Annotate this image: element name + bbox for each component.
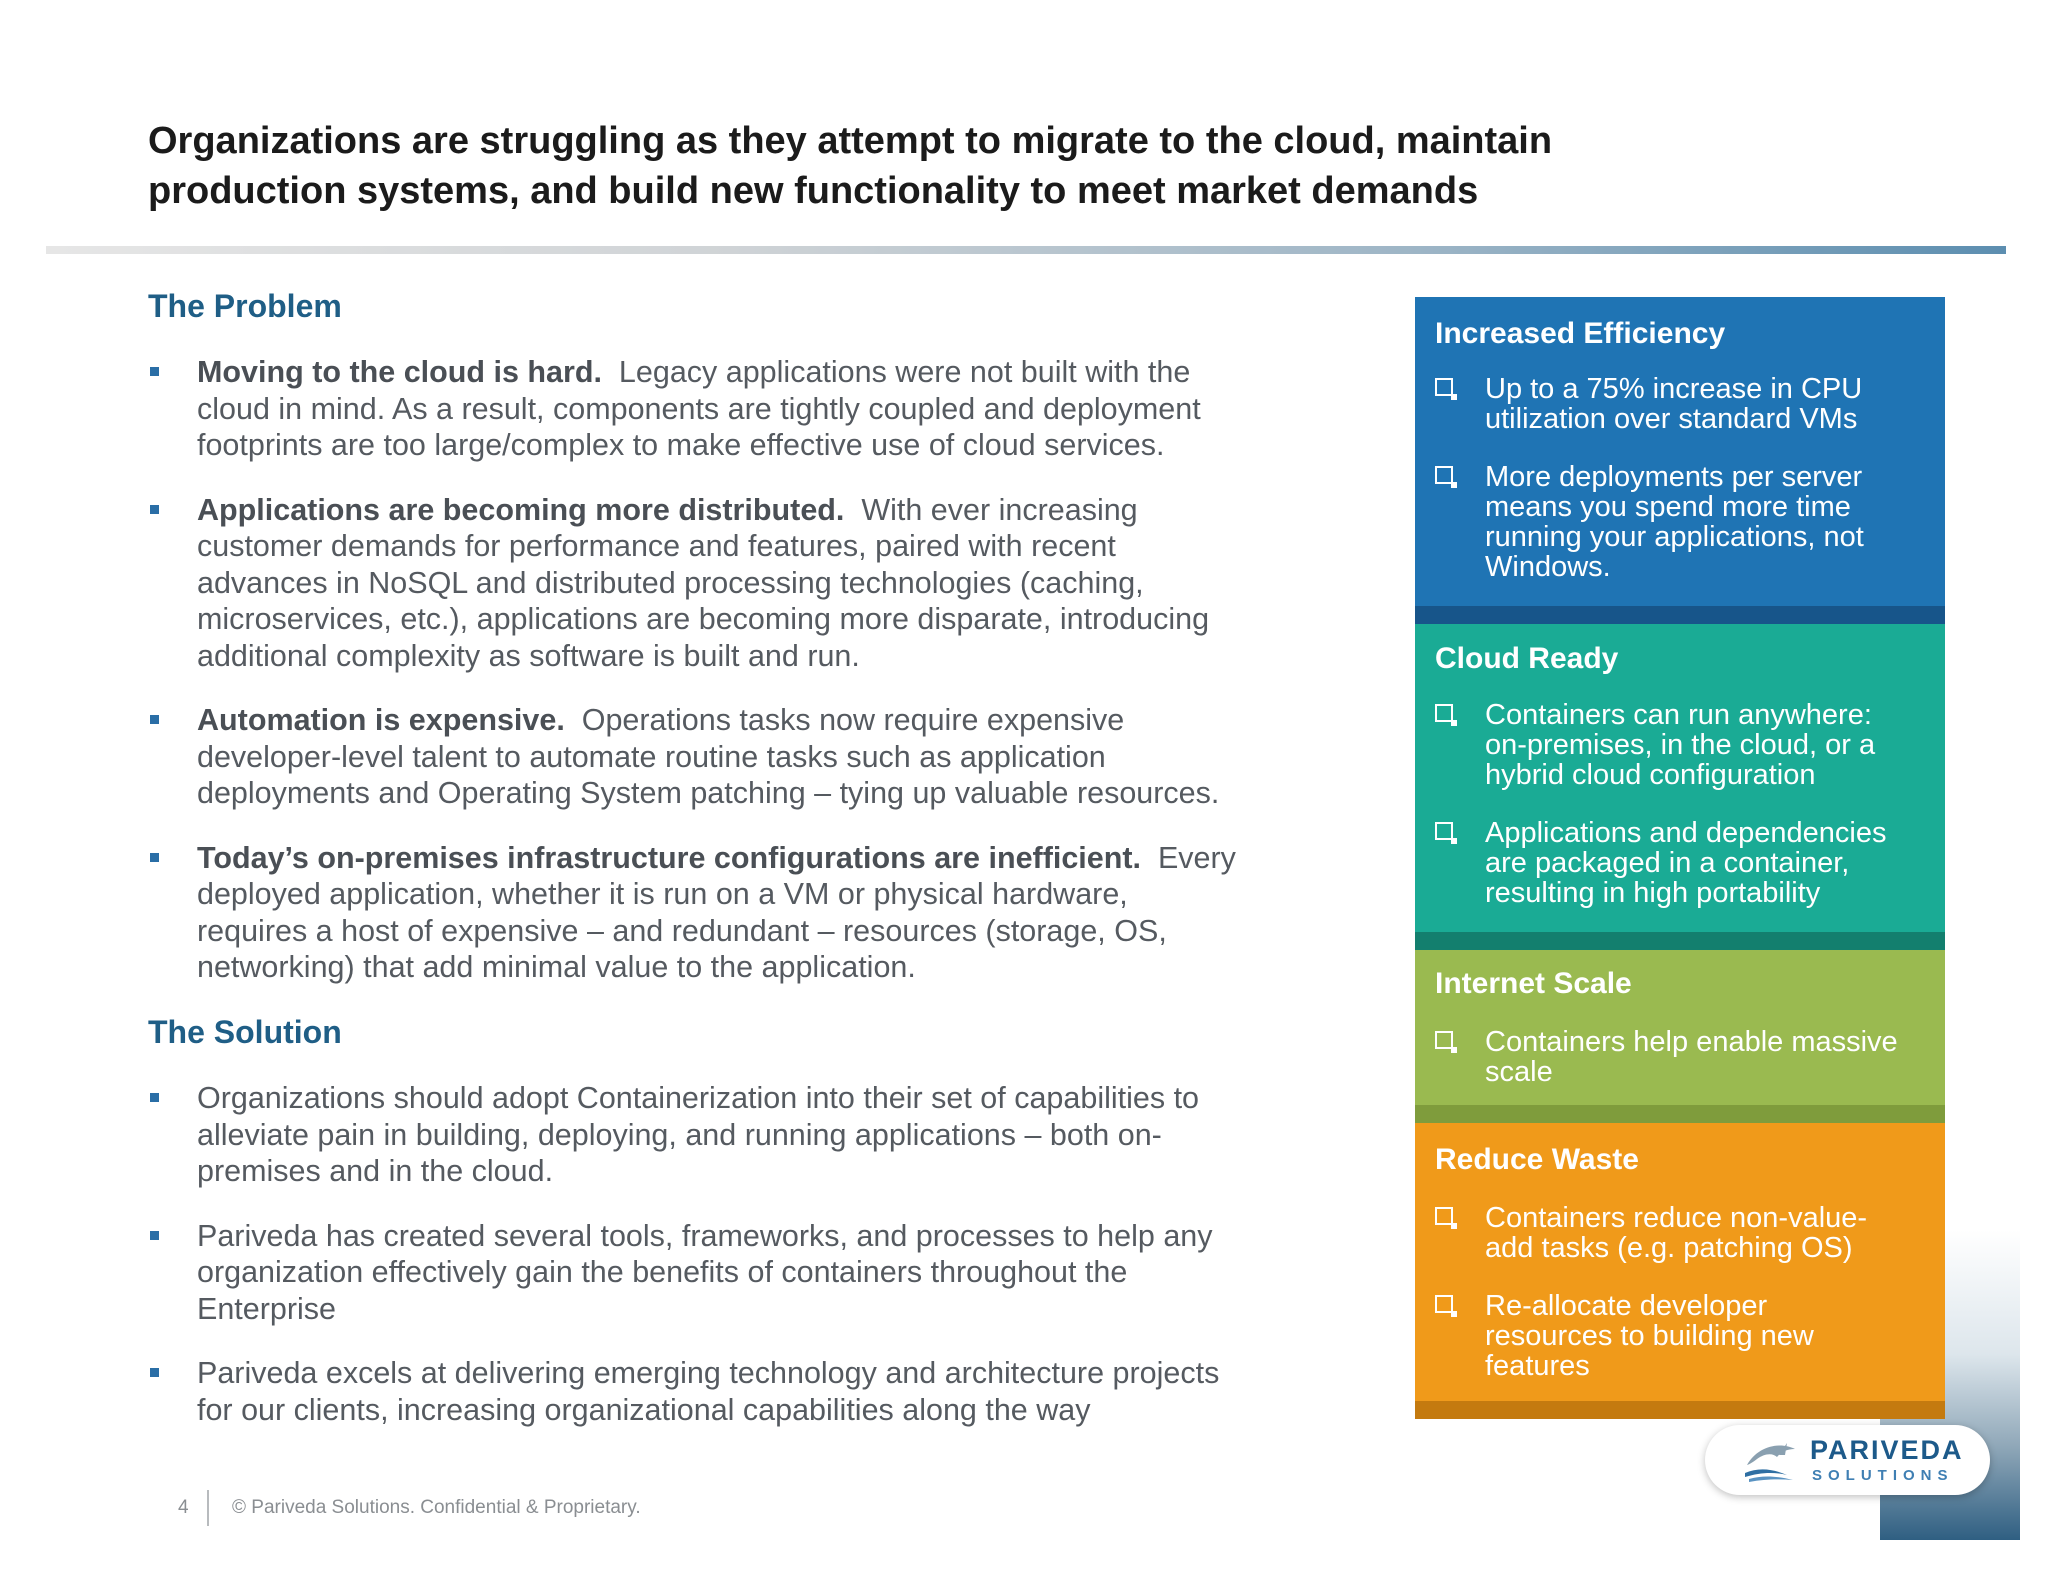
- bullet-text: deployments and Operating System patching – tying up valuable resources.: [197, 776, 1220, 810]
- bullet-text: requires a host of expensive – and redundant – resources (storage, OS,: [197, 913, 1167, 948]
- checkbox-icon: [1435, 704, 1453, 722]
- bullet-text: advances in NoSQL and distributed processing technologies (caching,: [197, 565, 1144, 600]
- dolphin-logo-icon: [1743, 1439, 1803, 1483]
- panel-item-text: features: [1485, 1350, 1590, 1382]
- checkbox-icon: [1435, 378, 1453, 396]
- panel-item-text: scale: [1485, 1056, 1553, 1088]
- solution-heading: The Solution: [148, 1014, 342, 1050]
- panel-item-text: add tasks (e.g. patching OS): [1485, 1232, 1853, 1264]
- problem-heading: The Problem: [148, 288, 342, 324]
- bullet-lead: Automation is expensive.: [197, 703, 565, 737]
- panel-item-text: Up to a 75% increase in CPU: [1485, 373, 1863, 405]
- bullet-marker: [150, 505, 159, 514]
- footer-copyright: © Pariveda Solutions. Confidential & Proprietary.: [232, 1497, 641, 1518]
- panel-item: [1435, 1291, 1935, 1381]
- checkbox-icon: [1435, 466, 1453, 484]
- checkbox-icon: [1435, 1031, 1453, 1049]
- panel-heading: Cloud Ready: [1435, 642, 1619, 675]
- panel-band: [1415, 606, 1945, 624]
- panel-item: [1435, 462, 1935, 582]
- panel-band: [1415, 1401, 1945, 1419]
- panel-heading: Increased Efficiency: [1435, 317, 1726, 350]
- panel-item-text: hybrid cloud configuration: [1485, 759, 1816, 791]
- bullet-text: cloud in mind. As a result, components are tightly coupled and deployment: [197, 391, 1201, 426]
- panel-item-text: resulting in high portability: [1485, 877, 1821, 909]
- bullet-text: customer demands for performance and features, paired with recent: [197, 529, 1116, 563]
- bullet-text: Organizations should adopt Containerization into their set of capabilities to: [197, 1081, 1200, 1115]
- panel-increased-efficiency: [1415, 297, 1945, 624]
- bullet-text: Legacy applications were not built with the: [601, 355, 1191, 389]
- solution-bullet-list: [148, 1080, 1378, 1456]
- bullet-marker: [150, 1368, 159, 1377]
- solution-bullet: [148, 1218, 1378, 1328]
- bullet-text: Pariveda excels at delivering emerging technology and architecture projects: [197, 1356, 1220, 1390]
- title-divider: [46, 246, 2006, 254]
- solution-bullet: [148, 1355, 1378, 1428]
- footer-divider: [207, 1490, 209, 1526]
- bullet-text: alleviate pain in building, deploying, and running applications – both on-: [197, 1117, 1162, 1152]
- bullet-lead: Today’s on-premises infrastructure configurations are inefficient.: [197, 840, 1141, 875]
- panel-item: [1435, 374, 1935, 434]
- checkbox-icon: [1435, 1207, 1453, 1225]
- panel-item-text: Containers help enable massive: [1485, 1026, 1898, 1058]
- bullet-text: additional complexity as software is built and run.: [197, 638, 860, 673]
- bullet-text: premises and in the cloud.: [197, 1154, 554, 1188]
- page-title-line-1: Organizations are struggling as they attempt to migrate to the cloud, maintain: [148, 120, 1553, 162]
- bullet-text: deployed application, whether it is run on a VM or physical hardware,: [197, 877, 1128, 911]
- company-logo: [1705, 1425, 1990, 1495]
- bullet-text: networking) that add minimal value to the application.: [197, 950, 916, 984]
- panel-item-text: utilization over standard VMs: [1485, 403, 1858, 435]
- checkbox-icon: [1435, 1295, 1453, 1313]
- panel-item: [1435, 700, 1935, 790]
- logo-wordmark: PARIVEDA: [1810, 1435, 1964, 1465]
- checkbox-icon: [1435, 822, 1453, 840]
- problem-bullet: [148, 354, 1378, 464]
- panel-heading: Internet Scale: [1435, 967, 1632, 1000]
- bullet-lead: Applications are becoming more distributed.: [197, 492, 845, 527]
- page-number: 4: [178, 1497, 189, 1518]
- bullet-text: developer-level talent to automate routine tasks such as application: [197, 739, 1106, 774]
- problem-bullet-list: [148, 354, 1378, 1014]
- bullet-marker: [150, 1093, 159, 1102]
- panel-item-text: are packaged in a container,: [1485, 847, 1850, 879]
- problem-bullet: [148, 840, 1378, 986]
- panel-item-text: Containers reduce non-value-: [1485, 1202, 1868, 1234]
- panel-heading: Reduce Waste: [1435, 1143, 1639, 1176]
- bullet-text: Pariveda has created several tools, frameworks, and processes to help any: [197, 1218, 1213, 1253]
- panel-item-text: running your applications, not: [1485, 521, 1864, 553]
- panel-item-text: Containers can run anywhere:: [1485, 699, 1872, 731]
- problem-bullet: [148, 492, 1378, 675]
- bullet-marker: [150, 715, 159, 724]
- bullet-text: for our clients, increasing organizational capabilities along the way: [197, 1392, 1091, 1427]
- panel-cloud-ready: [1415, 624, 1945, 950]
- panel-band: [1415, 932, 1945, 950]
- panel-item-text: means you spend more time: [1485, 491, 1851, 523]
- panel-item: [1435, 1203, 1935, 1263]
- panel-item: [1435, 1027, 1935, 1087]
- panel-item-text: Windows.: [1485, 551, 1611, 583]
- solution-bullet: [148, 1080, 1378, 1190]
- panel-item-text: Re-allocate developer: [1485, 1290, 1768, 1322]
- panel-reduce-waste: [1415, 1123, 1945, 1419]
- bullet-marker: [150, 1231, 159, 1240]
- panel-item-text: More deployments per server: [1485, 461, 1863, 493]
- bullet-marker: [150, 367, 159, 376]
- bullet-text: Enterprise: [197, 1291, 337, 1326]
- panel-band: [1415, 1105, 1945, 1123]
- panel-item-text: on-premises, in the cloud, or a: [1485, 729, 1876, 761]
- bullet-text: organization effectively gain the benefits of containers throughout the: [197, 1255, 1128, 1289]
- logo-subtitle: SOLUTIONS: [1812, 1467, 1954, 1484]
- problem-bullet: [148, 702, 1378, 812]
- panel-item-text: resources to building new: [1485, 1320, 1814, 1352]
- page-title: [148, 116, 1798, 216]
- page-title-line-2: production systems, and build new functionality to meet market demands: [148, 170, 1479, 212]
- bullet-text: Every: [1141, 840, 1236, 875]
- bullet-marker: [150, 853, 159, 862]
- panel-internet-scale: [1415, 950, 1945, 1123]
- bullet-text: Operations tasks now require expensive: [564, 703, 1125, 737]
- panel-item-text: Applications and dependencies: [1485, 817, 1887, 849]
- bullet-lead: Moving to the cloud is hard.: [197, 355, 602, 389]
- bullet-text: With ever increasing: [844, 492, 1138, 527]
- bullet-text: footprints are too large/complex to make effective use of cloud services.: [197, 428, 1165, 462]
- panel-item: [1435, 818, 1935, 908]
- bullet-text: microservices, etc.), applications are becoming more disparate, introducing: [197, 602, 1210, 636]
